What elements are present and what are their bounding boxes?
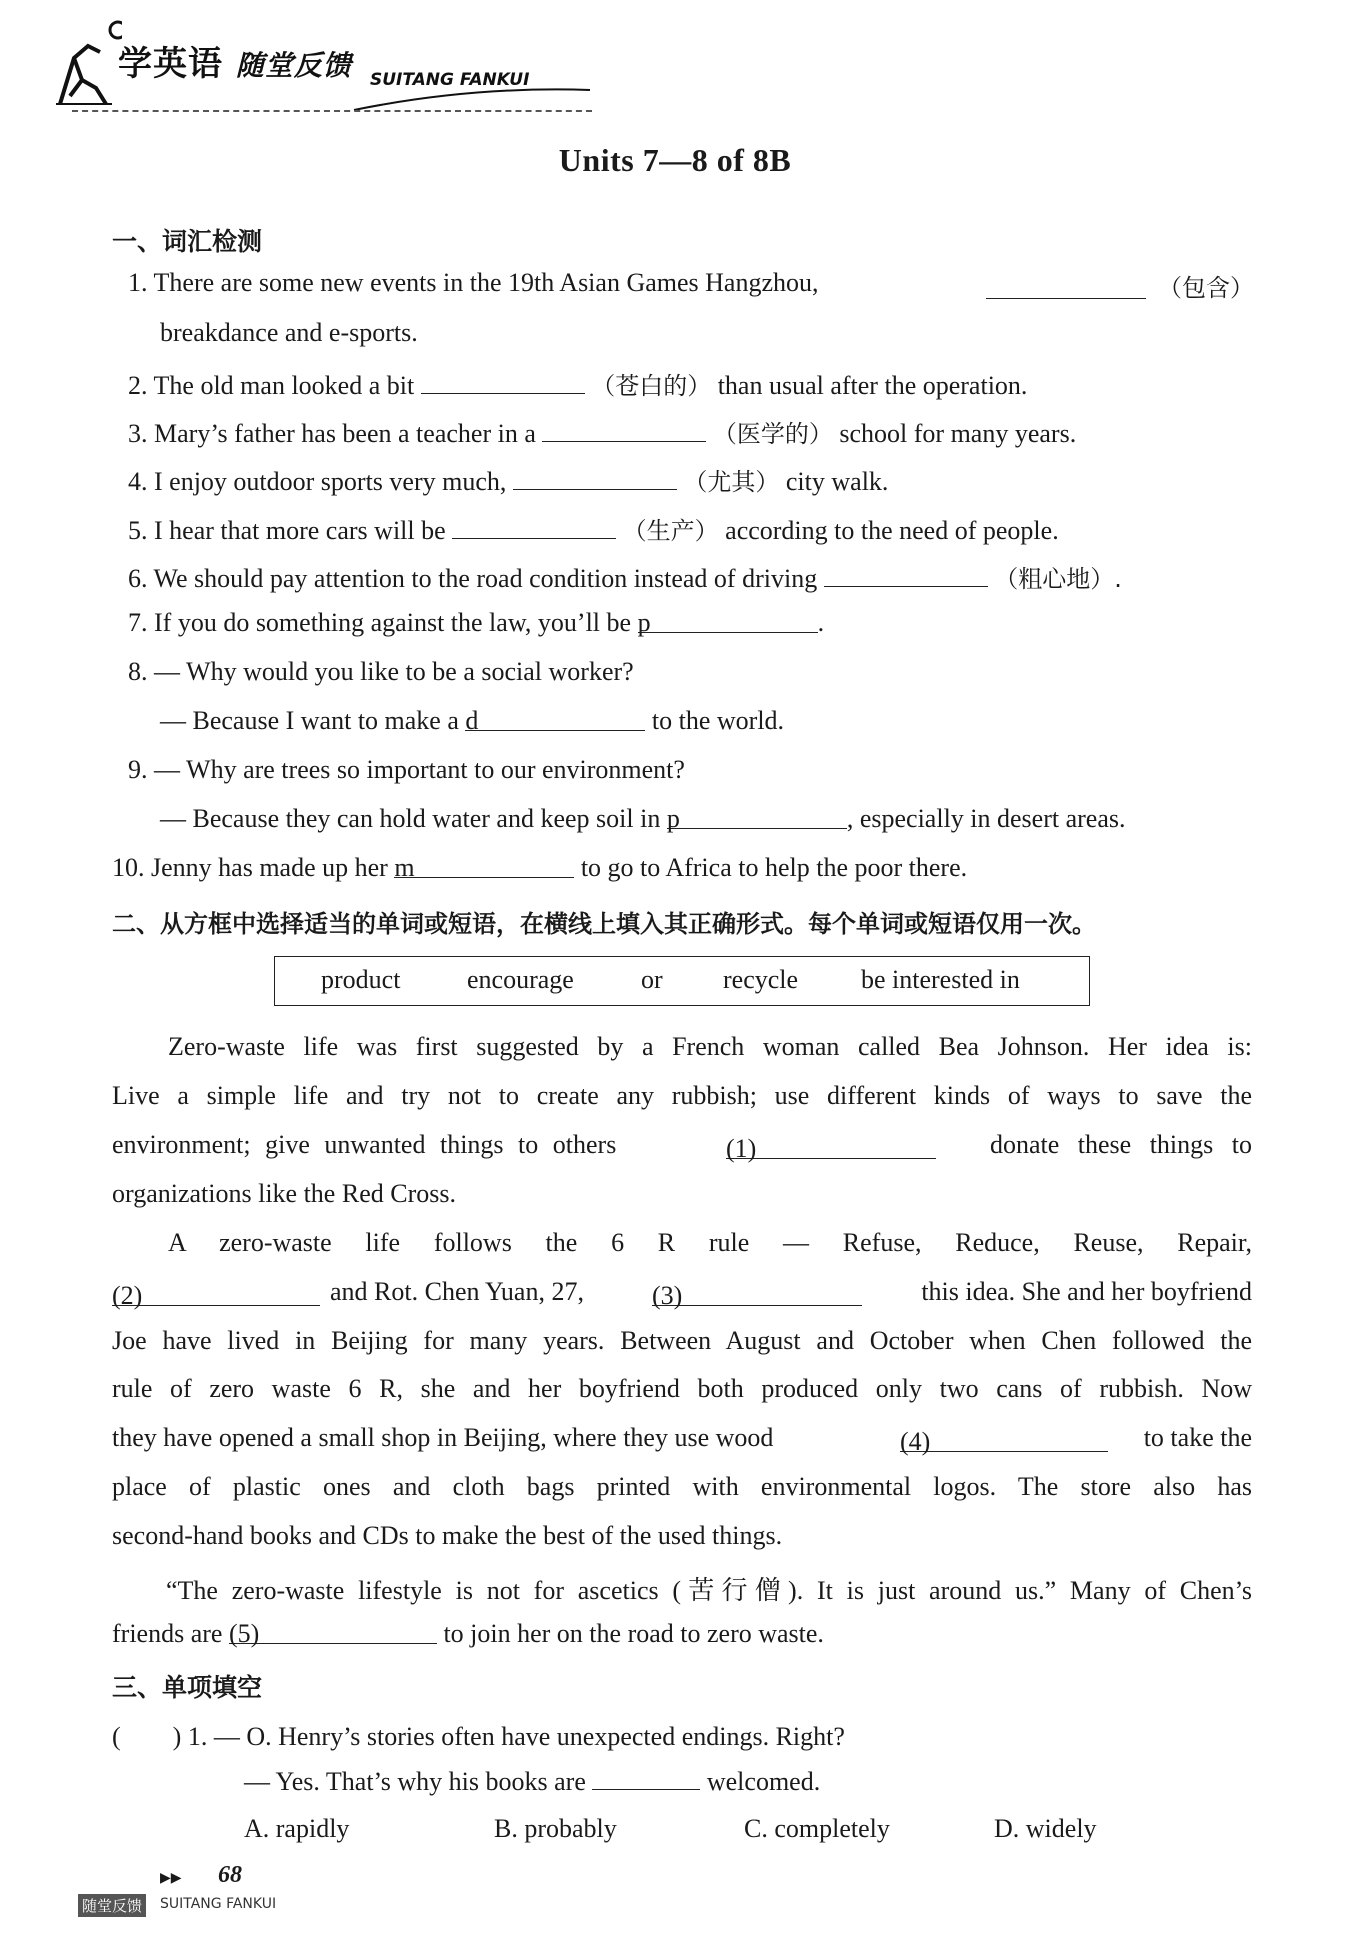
section3-heading: 三、单项填空 (112, 1673, 263, 1702)
option-a[interactable]: A. rapidly (244, 1814, 350, 1843)
answer-blank-8[interactable]: d (465, 706, 645, 731)
passage-blank-1[interactable]: (1) (726, 1134, 936, 1159)
footer-pinyin: SUITANG FANKUI (160, 1896, 277, 1912)
passage-line: A zero-waste life follows the 6 R rule — Refuse, Reduce, Reuse, Repair, (168, 1228, 1252, 1257)
word-option: be interested in (861, 965, 1020, 994)
passage-line: Zero-waste life was first suggested by a French woman called Bea Johnson. Her idea is: (168, 1032, 1252, 1061)
answer-blank-9[interactable]: p (667, 804, 847, 829)
passage-line: “The zero-waste lifestyle is not for ascetics (苦行僧). It is just around us.” Many of Chen’s (166, 1576, 1252, 1605)
answer-blank-3[interactable] (542, 417, 706, 442)
answer-blank-4[interactable] (513, 465, 677, 490)
word-box (274, 956, 1090, 1006)
section2-heading: 二、从方框中选择适当的单词或短语，在横线上填入其正确形式。每个单词或短语仅用一次。 (112, 910, 1096, 938)
answer-blank-1[interactable] (986, 274, 1146, 299)
mc-question-1-line2: — Yes. That’s why his books are welcomed. (244, 1767, 821, 1796)
word-option: or (641, 965, 663, 994)
runner-logo-icon (52, 18, 122, 108)
brand-pinyin: SUITANG FANKUI (370, 70, 530, 90)
passage-blank-2[interactable]: (2) (112, 1281, 320, 1306)
page-title: Units 7—8 of 8B (558, 142, 792, 178)
passage-line: organizations like the Red Cross. (112, 1179, 456, 1208)
answer-blank-2[interactable] (421, 369, 585, 394)
item-10: 10. Jenny has made up her m to go to Africa to help the poor there. (112, 853, 968, 882)
brand-title: 学英语 随堂反馈 (118, 44, 352, 84)
item-9: 9. — Why are trees so important to our environment? (128, 755, 685, 784)
item-4: 4. I enjoy outdoor sports very much, （尤其） city walk. (128, 467, 889, 496)
word-option: product (321, 965, 401, 994)
passage-line: rule of zero waste 6 R, she and her boyfriend both produced only two cans of rubbish. Now (112, 1374, 1252, 1403)
item-1-cont: breakdance and e-sports. (160, 318, 418, 347)
item-8: 8. — Why would you like to be a social worker? (128, 657, 634, 686)
word-option: encourage (467, 965, 574, 994)
passage-line: Joe have lived in Beijing for many years. Between August and October when Chen followed the (112, 1326, 1252, 1355)
page-number: 68 (218, 1862, 242, 1888)
passage-blank-4[interactable]: (4) (900, 1427, 1108, 1452)
answer-blank-10[interactable]: m (394, 853, 574, 878)
item-2: 2. The old man looked a bit （苍白的） than usual after the operation. (128, 371, 1028, 400)
answer-parenthesis[interactable]: ( ) (112, 1722, 182, 1751)
header-divider (72, 110, 592, 112)
passage-line: friends are (5) to join her on the road to zero waste. (112, 1619, 824, 1648)
passage-blank-5[interactable]: (5) (229, 1619, 437, 1644)
item-7: 7. If you do something against the law, you’ll be p . (128, 608, 825, 637)
section1-heading: 一、词汇检测 (112, 227, 263, 256)
worksheet-page: 学英语 随堂反馈 SUITANG FANKUI Units 7—8 of 8B 一、词汇检测 1. There are some new events in the 19th Asian Games Hangzhou, （包含） breakdance and e-sports. 2. The old man looked a bit （苍白的） than usual after the operation. 3. Mary’s father has been a teacher in a （医学的） school for many years. 4. I enjoy outdoor sports very much, （尤其） city walk. 5. I hear that more cars will be （生产） according to the need of people. 6. We should pay attention to the road condition instead of driving （粗心地）. 7. If you do something against the law, you’ll be p . 8. — Why would you like to be a social worker? — Because I want to make a d to the world. 9. — Why are trees so important to our environment? — Because they can hold water and keep soil in p , especially in desert areas. 10. Jenny has made up her m to go to Africa to help the poor there. 二、从方框中选择适当的单词或短语，在横线上填入其正确形式。每个单词或短语仅用一次。 product encourage or recycle be interested in Zero-waste life was first suggested by a French woman called Bea Johnson. Her idea is: Live a simple life and try not to create any rubbish; use different kinds of ways to save the environment; give unwanted things to others (1) donate these things to organizations like the Red Cross. A zero-waste life follows the 6 R rule — Refuse, Reduce, Reuse, Repair, (2) and Rot. Chen Yuan, 27, (3) this idea. She and her boyfriend Joe have lived in Beijing for many years. Between August and October when Chen followed the rule of zero waste 6 R, she and her boyfriend both produced only two cans of rubbish. Now they have opened a small shop in Beijing, where they use wood (4) to take the place of plastic ones and cloth bags printed with environmental logos. The store also has second-hand books and CDs to make the best of the used things. “The zero-waste lifestyle is not for ascetics (苦行僧). It is just around us.” Many of Chen’s friends are (5) to join her on the road to zero waste. 三、单项填空 ( ) 1. — O. Henry’s stories often have unexpected endings. Right? — Yes. That’s why his books are welcomed. A. rapidly B. probably C. completely D. widely ▶▶ 68 随堂反馈 SUITANG FANKUI (0, 0, 1350, 1960)
item-6: 6. We should pay attention to the road condition instead of driving （粗心地）. (128, 564, 1122, 593)
item-9-answer: — Because they can hold water and keep soil in p , especially in desert areas. (160, 804, 1126, 833)
mc-question-1: ( ) 1. — O. Henry’s stories often have unexpected endings. Right? (112, 1722, 845, 1751)
item-5: 5. I hear that more cars will be （生产） according to the need of people. (128, 516, 1059, 545)
answer-blank-7[interactable]: p (638, 608, 818, 633)
answer-blank-5[interactable] (452, 514, 616, 539)
brand-subtitle: 随堂反馈 (235, 49, 352, 82)
footer (78, 1862, 328, 1922)
item-8-answer: — Because I want to make a d to the world. (160, 706, 785, 735)
passage-line: second-hand books and CDs to make the best of the used things. (112, 1521, 783, 1550)
item-3: 3. Mary’s father has been a teacher in a （医学的） school for many years. (128, 419, 1077, 448)
option-d[interactable]: D. widely (994, 1814, 1097, 1843)
option-c[interactable]: C. completely (744, 1814, 890, 1843)
header (52, 14, 552, 114)
item-1: 1. There are some new events in the 19th Asian Games Hangzhou, （包含） (128, 268, 1254, 302)
answer-blank-6[interactable] (824, 562, 988, 587)
passage-line: Live a simple life and try not to create any rubbish; use different kinds of ways to save the (112, 1081, 1252, 1110)
passage-blank-3[interactable]: (3) (652, 1281, 862, 1306)
double-arrow-icon: ▶▶ (160, 1871, 182, 1886)
word-option: recycle (723, 965, 799, 994)
footer-tag: 随堂反馈 (78, 1894, 146, 1917)
mc-blank-1[interactable] (592, 1765, 700, 1790)
option-b[interactable]: B. probably (494, 1814, 617, 1843)
passage-line: place of plastic ones and cloth bags printed with environmental logos. The store also has (112, 1472, 1252, 1501)
